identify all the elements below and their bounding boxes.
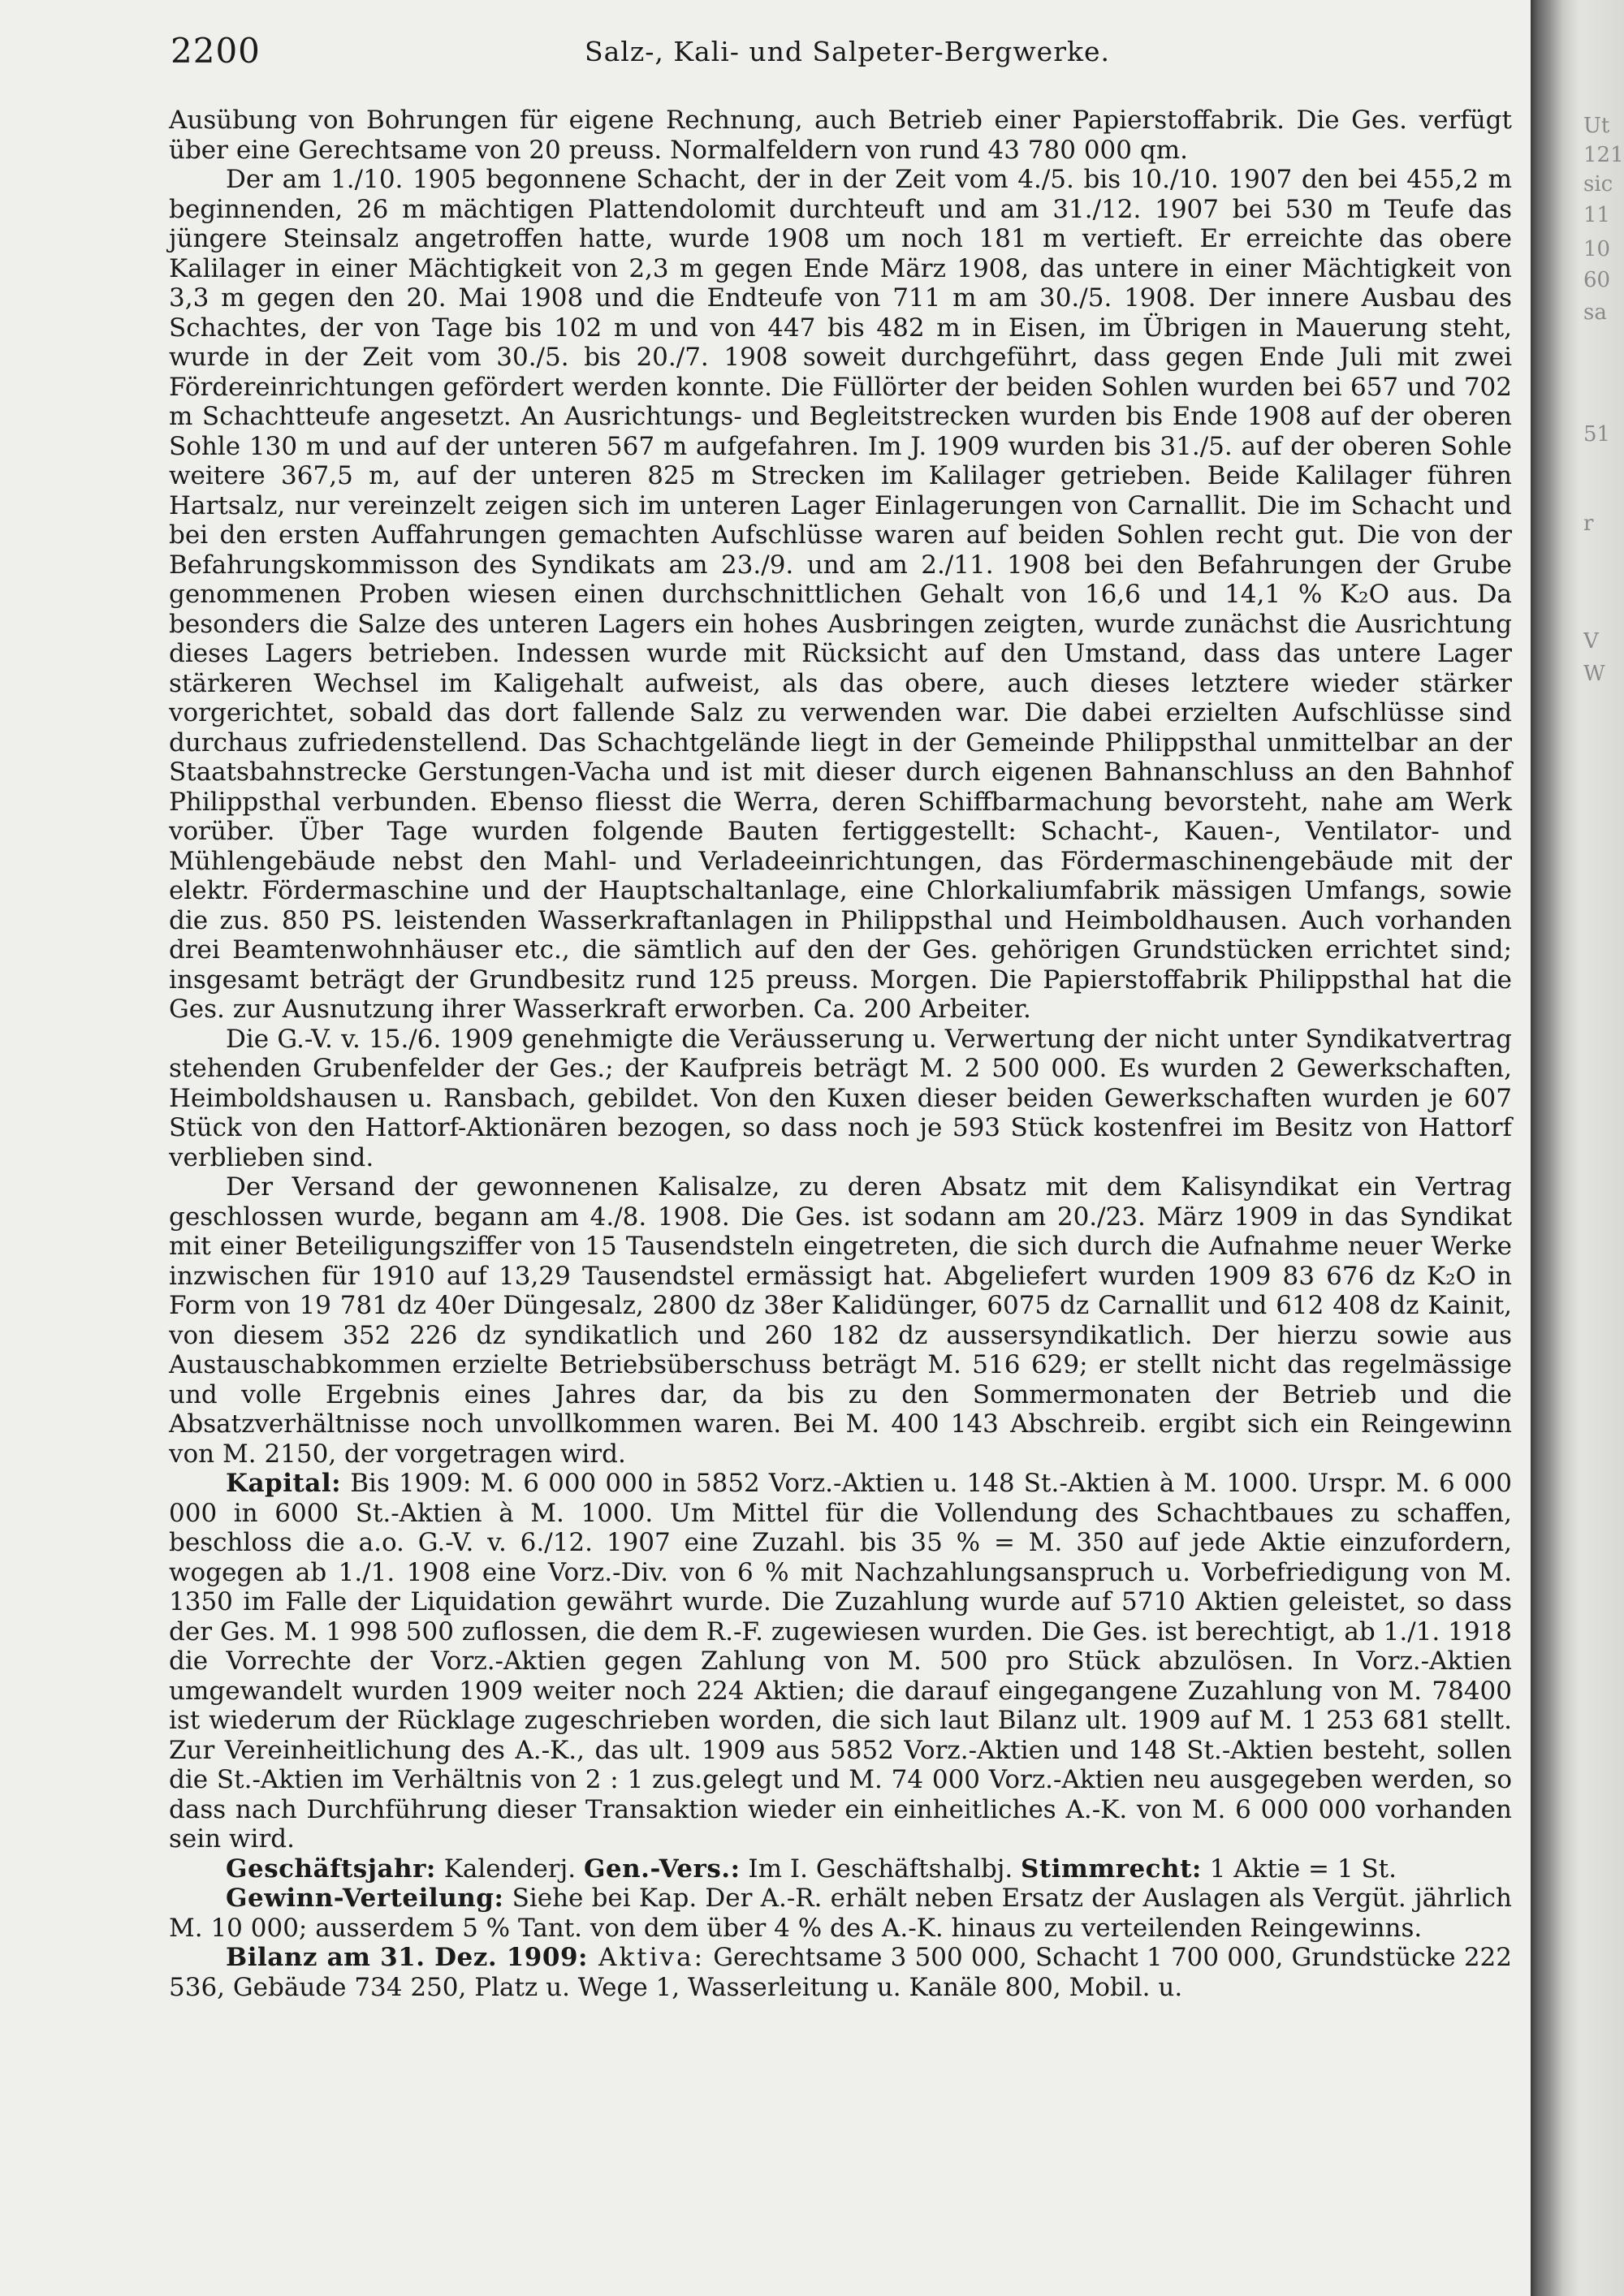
gen-vers-text: Im I. Geschäftshalbj.	[740, 1854, 1021, 1884]
geschaeftsjahr-text: Kalenderj.	[435, 1854, 584, 1884]
paragraph-schacht: Der am 1./10. 1905 begonnene Schacht, der in der Zeit vom 4./5. bis 10./10. 1907 den bei 455,2 m beginnenden, 26 m mächtigen Plattendolomit durchteuft und am 31./12. 1907 bei 530 m Teufe das jüngere Steinsalz angetroffen hatte, wurde 1908 um noch 181 m vertieft. Er erreichte das obere Kalilager in einer Mächtigkeit von 2,3 m gegen Ende März 1908, das untere in einer Mächtigkeit von 3,3 m gegen den 20. Mai 1908 und die Endteufe von 711 m am 30./5. 1908. Der innere Ausbau des Schachtes, der von Tage bis 102 m und von 447 bis 482 m in Eisen, im Übrigen in Mauerung steht, wurde in der Zeit vom 30./5. bis 20./7. 1908 soweit durchgeführt, dass gegen Ende Juli mit zwei Fördereinrichtungen gefördert werden konnte. Die Füllörter der beiden Sohlen wurden bei 657 und 702 m Schachtteufe angesetzt. An Ausrichtungs- und Begleitstrecken wurden bis Ende 1908 auf der oberen Sohle 130 m und auf der unteren 567 m aufgefahren. Im J. 1909 wurden bis 31./5. auf der oberen Sohle weitere 367,5 m, auf der unteren 825 m Strecken im Kalilager getrieben. Beide Kalilager führen Hartsalz, nur vereinzelt zeigen sich im unteren Lager Einlagerungen von Carnallit. Die im Schacht und bei den ersten Auffahrungen gemachten Aufschlüsse waren auf beiden Sohlen recht gut. Die von der Befahrungskommisson des Syndikats am 23./9. und am 2./11. 1908 bei den Befahrungen der Grube genommenen Proben wiesen einen durchschnittlichen Gehalt von 16,6 und 14,1 % K₂O aus. Da besonders die Salze des unteren Lagers ein hohes Ausbringen zeigten, wurde zunächst die Ausrichtung dieses Lagers betrieben. Indessen wurde mit Rücksicht auf den Umstand, dass das untere Lager stärkeren Wechsel im Kaligehalt aufweist, als das obere, auch dieses letztere wieder stärker vorgerichtet, sobald das dort fallende Salz zu verwenden war. Die dabei erzielten Aufschlüsse sind durchaus zufriedenstellend. Das Schachtgelände liegt in der Gemeinde Philippsthal unmittelbar an der Staatsbahnstrecke Gerstungen-Vacha und ist mit dieser durch eigenen Bahnanschluss an den Bahnhof Philippsthal verbunden. Ebenso fliesst die Werra, deren Schiffbarmachung bevorsteht, nahe am Werk vorüber. Über Tage wurden folgende Bauten fertiggestellt: Schacht-, Kauen-, Ventilator- und Mühlengebäude nebst den Mahl- und Verladeeinrichtungen, das Fördermaschinengebäude mit der elektr. Fördermaschine und der Hauptschaltanlage, eine Chlorkaliumfabrik mässigen Umfangs, sowie die zus. 850 PS. leistenden Wasserkraftanlagen in Philippsthal und Heimboldhausen. Auch vorhanden drei Beamtenwohnhäuser etc., die sämtlich auf den der Ges. gehörigen Grundstücken errichtet sind; insgesamt beträgt der Grundbesitz rund 125 preuss. Morgen. Die Papierstoffabrik Philippsthal hat die Ges. zur Ausnutzung ihrer Wasserkraft erworben. Ca. 200 Arbeiter.	[169, 165, 1512, 1024]
facing-page-text: Ut	[1583, 114, 1610, 138]
facing-page-text: 51	[1583, 422, 1611, 447]
facing-page-text: sic	[1583, 172, 1613, 196]
facing-page-text: V	[1583, 629, 1599, 654]
running-title: Salz-, Kali- und Salpeter-Bergwerke.	[585, 36, 1110, 67]
page-number: 2200	[171, 31, 261, 71]
facing-page-text: 11	[1583, 203, 1611, 227]
paragraph-geschaeftsjahr	[169, 1854, 1512, 1884]
body-text	[169, 106, 1512, 2002]
paragraph-kapital	[169, 1469, 1512, 1854]
paragraph-gv-1909: Die G.-V. v. 15./6. 1909 genehmigte die Veräusserung u. Verwertung der nicht unter Syndikatvertrag stehenden Grubenfelder der Ges.; der Kaufpreis beträgt M. 2 500 000. Es wurden 2 Gewerkschaften, Heimboldshausen u. Ransbach, gebildet. Von den Kuxen dieser beiden Gewerkschaften wurden je 607 Stück von den Hattorf-Aktionären bezogen, so dass noch je 593 Stück kostenfrei im Besitz von Hattorf verblieben sind.	[169, 1024, 1512, 1172]
gewinn-text: Siehe bei Kap. Der A.-R. erhält neben Ersatz der Auslagen als Vergüt. jährlich M. 10 000; ausserdem 5 % Tant. von dem über 4 % des A.-K. hinaus zu verteilenden Reingewinns.	[169, 1884, 1512, 1943]
paragraph-bilanz	[169, 1943, 1512, 2002]
bilanz-text: Gerechtsame 3 500 000, Schacht 1 700 000, Grundstücke 222 536, Gebäude 734 250, Platz u. Wege 1, Wasserleitung u. Kanäle 800, Mobil. u.	[169, 1943, 1512, 2002]
paragraph-versand: Der Versand der gewonnenen Kalisalze, zu deren Absatz mit dem Kalisyndikat ein Vertrag geschlossen wurde, begann am 4./8. 1908. Die Ges. ist sodann am 20./23. März 1909 in das Syndikat mit einer Beteiligungsziffer von 15 Tausendsteln eingetreten, die sich durch die Aufnahme neuer Werke inzwischen für 1910 auf 13,29 Tausendstel ermässigt hat. Abgeliefert wurden 1909 83 676 dz K₂O in Form von 19 781 dz 40er Düngesalz, 2800 dz 38er Kalidünger, 6075 dz Carnallit und 612 408 dz Kainit, von diesem 352 226 dz syndikatlich und 260 182 dz aussersyndikatlich. Der hierzu sowie aus Austauschabkommen erzielte Betriebsüberschuss beträgt M. 516 629; er stellt nicht das regelmässige und volle Ergebnis eines Jahres dar, da bis zu den Sommermonaten der Betrieb und die Absatzverhältnisse noch unvollkommen waren. Bei M. 400 143 Abschreib. ergibt sich ein Reingewinn von M. 2150, der vorgetragen wird.	[169, 1172, 1512, 1469]
facing-page-text: W	[1583, 662, 1605, 686]
kapital-text: Bis 1909: M. 6 000 000 in 5852 Vorz.-Aktien u. 148 St.-Aktien à M. 1000. Urspr. M. 6 000 000 in 6000 St.-Aktien à M. 1000. Um Mittel für die Vollendung des Schachtbaues zu schaffen, beschloss die a.o. G.-V. v. 6./12. 1907 eine Zuzahl. bis 35 % = M. 350 auf jede Aktie einzufordern, wogegen ab 1./1. 1908 eine Vorz.-Div. von 6 % mit Nachzahlungsanspruch u. Vorbefriedigung von M. 1350 im Falle der Liquidation gewährt wurde. Die Zuzahlung wurde auf 5710 Aktien geleistet, so dass der Ges. M. 1 998 500 zuflossen, die dem R.-F. zugewiesen wurden. Die Ges. ist berechtigt, ab 1./1. 1918 die Vorrechte der Vorz.-Aktien gegen Zahlung von M. 500 pro Stück abzulösen. In Vorz.-Aktien umgewandelt wurden 1909 weiter noch 224 Aktien; die darauf eingegangene Zuzahlung von M. 78400 ist wiederum der Rücklage zugeschrieben worden, die sich laut Bilanz ult. 1909 auf M. 1 253 681 stellt. Zur Vereinheitlichung des A.-K., das ult. 1909 aus 5852 Vorz.-Aktien und 148 St.-Aktien besteht, sollen die St.-Aktien im Verhältnis von 2 : 1 zus.gelegt und M. 74 000 Vorz.-Aktien neu ausgegeben werden, so dass nach Durchführung dieser Transaktion wieder ein einheitliches A.-K. von M. 6 000 000 vorhanden sein wird.	[169, 1469, 1512, 1854]
gen-vers-label: Gen.-Vers.:	[583, 1854, 741, 1884]
kapital-label: Kapital:	[226, 1469, 342, 1498]
stimmrecht-label: Stimmrecht:	[1021, 1854, 1202, 1884]
geschaeftsjahr-label: Geschäftsjahr:	[226, 1854, 436, 1884]
facing-page-text: r	[1583, 511, 1594, 536]
aktiva-label: Aktiva:	[587, 1943, 706, 1972]
page-header	[171, 31, 1518, 71]
facing-page-text: 121	[1583, 143, 1624, 167]
facing-page-text: 60	[1583, 268, 1611, 292]
stimmrecht-text: 1 Aktie = 1 St.	[1201, 1854, 1397, 1884]
paragraph-intro: Ausübung von Bohrungen für eigene Rechnung, auch Betrieb einer Papierstoffabrik. Die Ges. verfügt über eine Gerechtsame von 20 preuss. Normalfeldern von rund 43 780 000 qm.	[169, 106, 1512, 165]
bilanz-label: Bilanz am 31. Dez. 1909:	[226, 1943, 588, 1972]
paragraph-gewinn	[169, 1884, 1512, 1943]
facing-page-text: 10	[1583, 237, 1611, 261]
book-gutter	[1531, 0, 1624, 2296]
facing-page-text: sa	[1583, 300, 1607, 325]
gewinn-label: Gewinn-Verteilung:	[226, 1884, 504, 1913]
